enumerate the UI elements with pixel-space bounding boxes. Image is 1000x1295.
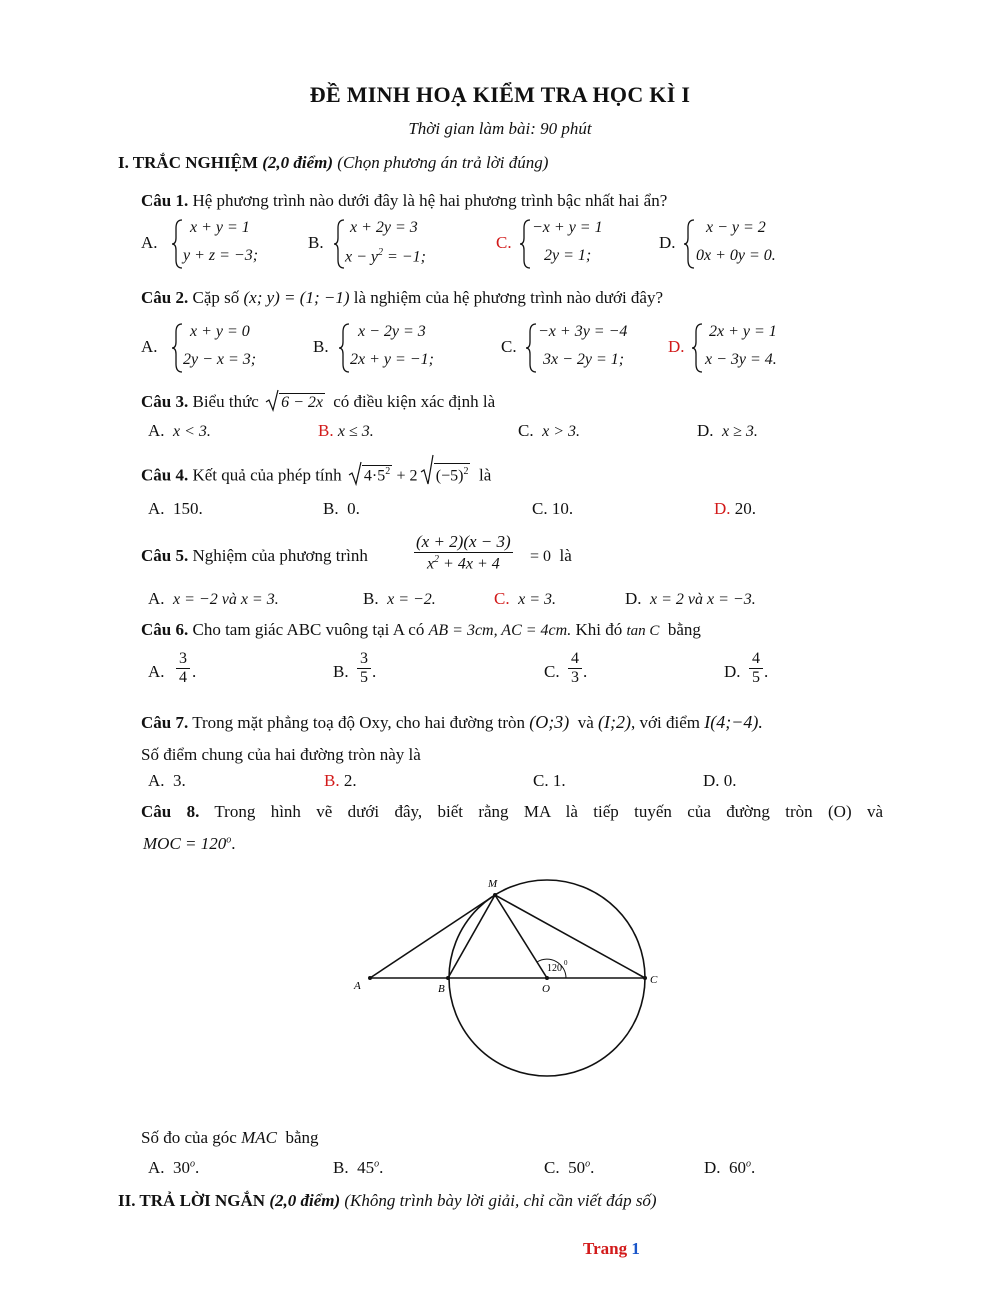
q8-option-d: D. 60$^o$. [704, 1158, 756, 1177]
q3-option-a: A. x < 3. [148, 421, 211, 440]
sqrt-icon [348, 461, 362, 487]
brace-icon [518, 218, 532, 270]
point-b [446, 976, 450, 980]
brace-icon [332, 218, 346, 270]
q4-option-b: B. 0. [323, 499, 360, 518]
time-limit: Thời gian làm bài: 90 phút [408, 119, 592, 138]
question-1: Câu 1. Hệ phương trình nào dưới đây là hệ hai phương trình bậc nhất hai ẩn? [141, 191, 668, 210]
point-c [643, 976, 647, 980]
label-c: C [650, 974, 658, 986]
q2-option-a-line2: 2y − x = 3; [183, 351, 257, 368]
q1-option-c-line2: 2y = 1; [544, 247, 592, 264]
point-a [368, 976, 372, 980]
geometry-figure [340, 868, 680, 1088]
q6-option-b-dot: . [372, 662, 377, 681]
q1-option-a-line2: y + z = −3; [183, 247, 259, 264]
label-angle: 120 [547, 963, 562, 974]
segment-mo [495, 895, 547, 978]
page-number: Trang 1 [583, 1239, 640, 1258]
q8-angle: MOC = $120^o$. [143, 834, 236, 853]
q4-option-d: D. 20. [714, 499, 757, 518]
q2-option-d-line2: x − 3y = 4. [705, 351, 777, 368]
q5-fraction: (x + 2)(x − 3) $x^2 + 4x + 4$ [416, 532, 511, 573]
question-5-lead: Câu 5. Nghiệm của phương trình [141, 546, 368, 565]
q1-option-b-line1: x + 2y = 3 [350, 219, 418, 236]
q8-ask: Số đo của góc MAC bằng [141, 1128, 319, 1147]
q5-option-a: A. x = −2 và x = 3. [148, 589, 279, 608]
q6-option-c-fraction: 4 3 [568, 650, 582, 687]
section-1-heading: I. TRẮC NGHIỆM (2,0 điểm) (Chọn phương án trả lời đúng) [118, 153, 549, 172]
q6-option-a-letter: A. [148, 662, 165, 681]
q4-option-c: C. 10. [532, 499, 574, 518]
q2-option-c-letter: C. [501, 337, 517, 356]
sqrt-icon [420, 454, 434, 486]
q8-option-b: B. 45$^o$. [333, 1158, 384, 1177]
q5-equals: = 0 là [530, 546, 572, 565]
sqrt-expression-2: $(-5)^2$ [422, 463, 471, 485]
q1-option-c-letter: C. [496, 233, 512, 252]
point-m [493, 893, 497, 897]
point-o [545, 976, 549, 980]
brace-icon [682, 218, 696, 270]
q6-option-d-letter: D. [724, 662, 741, 681]
label-b: B [438, 983, 445, 995]
q8-option-a: A. 30$^o$. [148, 1158, 200, 1177]
q3-option-b: B. x ≤ 3. [318, 421, 374, 440]
q5-option-d: D. x = 2 và x = −3. [625, 589, 756, 608]
q7-option-a: A. 3. [148, 771, 186, 790]
q1-option-b-letter: B. [308, 233, 324, 252]
q1-option-b-line2: $x - y^2 = -1$; [345, 247, 426, 266]
q6-option-a-fraction: 3 4 [176, 650, 190, 687]
q1-option-a-letter: A. [141, 233, 158, 252]
q2-option-b-letter: B. [313, 337, 329, 356]
q1-option-d-letter: D. [659, 233, 676, 252]
section-2-heading: II. TRẢ LỜI NGẮN (2,0 điểm) (Không trình bày lời giải, chỉ cần viết đáp số) [118, 1191, 657, 1210]
q6-option-c-dot: . [583, 662, 588, 681]
q4-option-a: A. 150. [148, 499, 203, 518]
question-3: Câu 3. Biểu thức 6 − 2x có điều kiện xác định là [141, 392, 495, 412]
q7-option-c: C. 1. [533, 771, 566, 790]
label-o: O [542, 983, 550, 995]
q5-option-b: B. x = −2. [363, 589, 436, 608]
q6-option-b-fraction: 3 5 [357, 650, 371, 687]
q2-option-c-line2: 3x − 2y = 1; [543, 351, 625, 368]
q1-option-a-line1: x + y = 1 [190, 219, 250, 236]
q6-option-c-letter: C. [544, 662, 560, 681]
page-title: ĐỀ MINH HOẠ KIỂM TRA HỌC KÌ I [309, 82, 691, 107]
sqrt-expression-1: $4\cdot 5^2$ [350, 465, 392, 485]
label-m: M [488, 878, 498, 890]
q2-option-a-letter: A. [141, 337, 158, 356]
label-a: A [354, 980, 361, 992]
q8-option-c: C. 50$^o$. [544, 1158, 595, 1177]
brace-icon [690, 322, 704, 374]
q3-option-d: D. x ≥ 3. [697, 421, 758, 440]
q2-option-b-line2: 2x + y = −1; [350, 351, 434, 368]
q6-option-d-fraction: 4 5 [749, 650, 763, 687]
q5-option-c: C. x = 3. [494, 589, 556, 608]
question-2: Câu 2. Cặp số (x; y) = (1; −1) là nghiệm của hệ phương trình nào dưới đây? [141, 288, 664, 307]
q6-option-b-letter: B. [333, 662, 349, 681]
question-8: Câu 8. Trong hình vẽ dưới đây, biết rằng MA là tiếp tuyến của đường tròn (O) và [141, 802, 883, 821]
question-4: Câu 4. Kết quả của phép tính $4\cdot 5^2 + 2$ $(-5)^2$ là [141, 463, 491, 485]
brace-icon [170, 322, 184, 374]
brace-icon [524, 322, 538, 374]
tangent-ma [370, 895, 495, 978]
brace-icon [170, 218, 184, 270]
segment-mc [495, 895, 645, 978]
question-6: Câu 6. Cho tam giác ABC vuông tại A có AB = 3cm, AC = 4cm. Khi đó tan C bằng [141, 620, 701, 639]
q2-option-a-line1: x + y = 0 [190, 323, 250, 340]
label-angle-degree: 0 [564, 959, 568, 967]
q2-option-d-line1: 2x + y = 1 [709, 323, 777, 340]
q2-option-b-line1: x − 2y = 3 [358, 323, 426, 340]
q1-option-d-line1: x − y = 2 [706, 219, 766, 236]
sqrt-expression: 6 − 2x [267, 392, 325, 412]
q2-option-c-line1: −x + 3y = −4 [538, 323, 628, 340]
sqrt-icon [265, 389, 279, 413]
brace-icon [337, 322, 351, 374]
q1-option-d-line2: 0x + 0y = 0. [696, 247, 776, 264]
q3-option-c: C. x > 3. [518, 421, 580, 440]
question-7: Câu 7. Trong mặt phẳng toạ độ Oxy, cho hai đường tròn (O;3) và (I;2), với điểm I(4;−4). [141, 712, 763, 732]
question-7-line2: Số điểm chung của hai đường tròn này là [141, 745, 421, 764]
q6-option-d-dot: . [764, 662, 769, 681]
segment-mb [448, 895, 495, 978]
q1-option-c-line1: −x + y = 1 [532, 219, 603, 236]
q7-option-b: B. 2. [324, 771, 357, 790]
q7-option-d: D. 0. [703, 771, 737, 790]
q2-option-d-letter: D. [668, 337, 685, 356]
q6-option-a-dot: . [192, 662, 197, 681]
